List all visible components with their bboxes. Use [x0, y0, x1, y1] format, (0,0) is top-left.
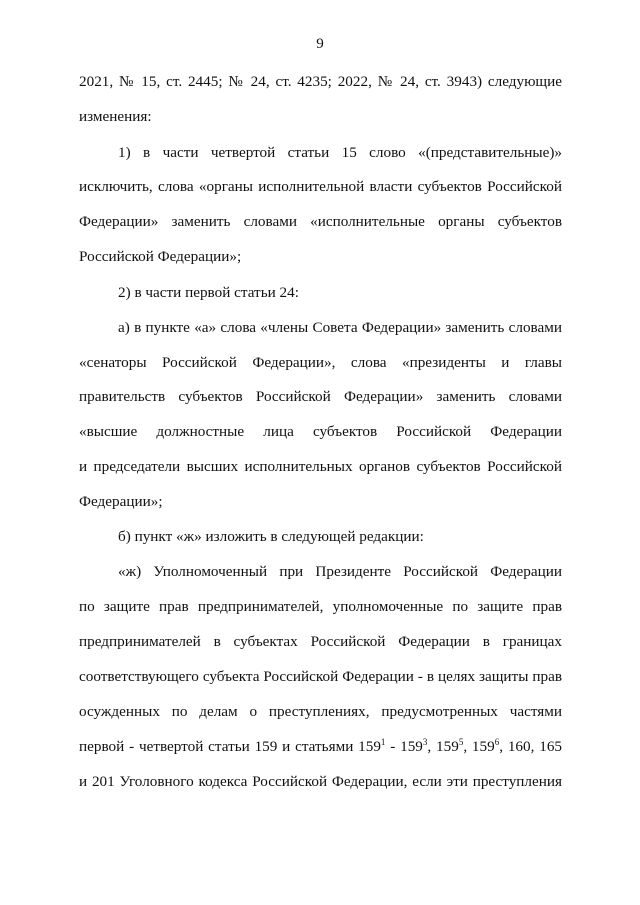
- page-number: 9: [316, 36, 324, 52]
- text-line: и председатели высших исполнительных органов субъектов Российской: [79, 458, 562, 475]
- text-line-with-superscripts: [79, 737, 562, 757]
- text-line: и 201 Уголовного кодекса Российской Федерации, если эти преступления: [79, 773, 562, 790]
- text-line: по защите прав предпринимателей, уполномоченные по защите прав: [79, 598, 562, 615]
- text-line: соответствующего субъекта Российской Федерации - в целях защиты прав: [79, 668, 562, 685]
- text-fragment: первой - четвертой статьи 159 и статьями 159: [79, 738, 381, 755]
- sub-item-a: а) в пункте «а» слова «члены Совета Федерации» заменить словами: [118, 319, 562, 336]
- text-fragment: - 159: [385, 738, 423, 755]
- text-line: «высшие должностные лица субъектов Российской Федерации: [79, 423, 562, 440]
- text-line: Российской Федерации»;: [79, 248, 242, 265]
- quoted-item-zh: «ж) Уполномоченный при Президенте Российской Федерации: [118, 563, 562, 580]
- superscript: 5: [458, 737, 464, 747]
- text-line: осужденных по делам о преступлениях, предусмотренных частями: [79, 703, 562, 720]
- text-line: исключить, слова «органы исполнительной власти субъектов Российской: [79, 178, 562, 195]
- superscript: 3: [422, 737, 428, 747]
- text-line: правительств субъектов Российской Федерации» заменить словами: [79, 388, 562, 405]
- text-line: Федерации»;: [79, 493, 163, 510]
- list-item-2: 2) в части первой статьи 24:: [118, 284, 299, 301]
- superscript: 6: [494, 737, 500, 747]
- text-line: предпринимателей в субъектах Российской Федерации в границах: [79, 633, 562, 650]
- text-line: «сенаторы Российской Федерации», слова «президенты и главы: [79, 354, 562, 371]
- text-fragment: , 160, 165: [499, 738, 563, 755]
- sub-item-b: б) пункт «ж» изложить в следующей редакции:: [118, 528, 424, 545]
- text-line: Федерации» заменить словами «исполнительные органы субъектов: [79, 213, 562, 230]
- text-fragment: , 159: [463, 738, 495, 755]
- list-item-1: 1) в части четвертой статьи 15 слово «(представительные)»: [118, 144, 562, 161]
- text-line: изменения:: [79, 108, 152, 125]
- text-line: 2021, № 15, ст. 2445; № 24, ст. 4235; 2022, № 24, ст. 3943) следующие: [79, 73, 562, 90]
- superscript: 1: [380, 737, 386, 747]
- text-fragment: , 159: [427, 738, 459, 755]
